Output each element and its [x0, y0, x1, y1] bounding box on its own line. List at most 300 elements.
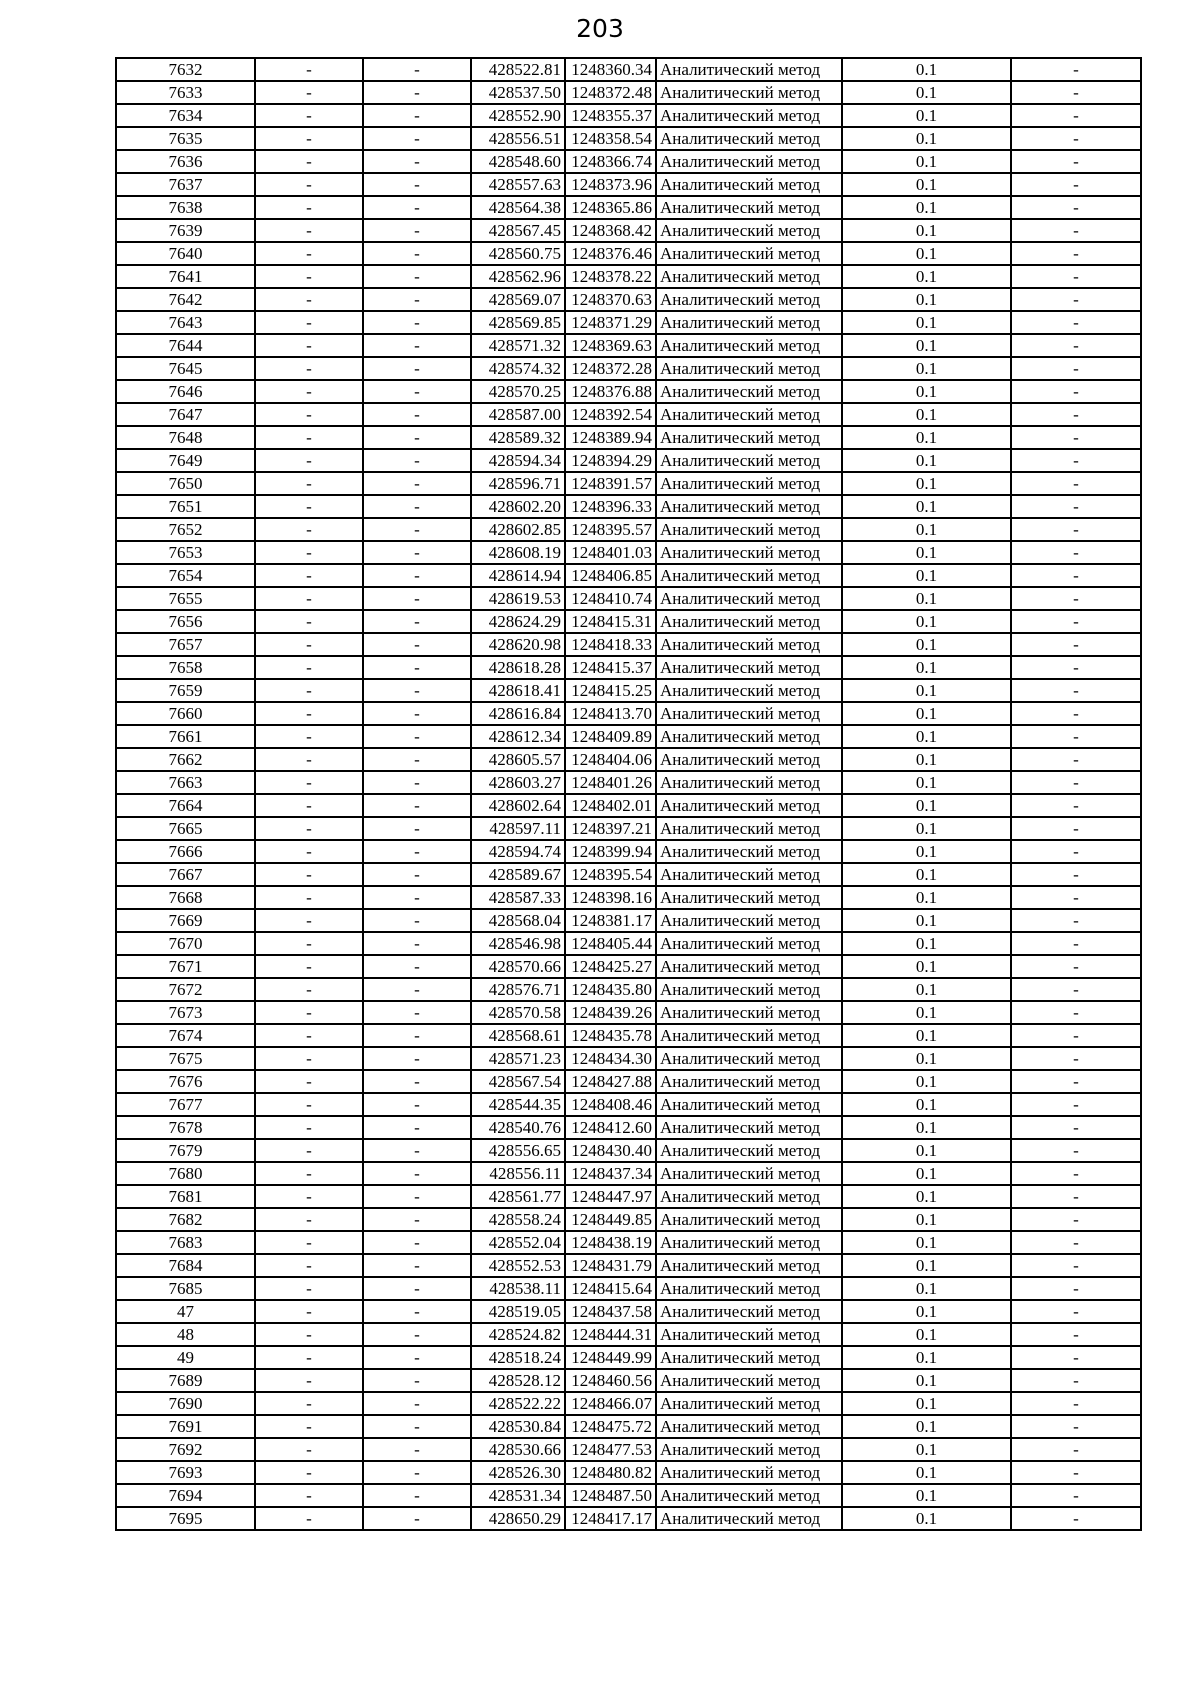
point-number-cell: 7659	[116, 679, 255, 702]
x-coordinate-cell: 428597.11	[471, 817, 565, 840]
method-cell: Аналитический метод	[656, 426, 842, 449]
empty-cell: -	[255, 840, 363, 863]
accuracy-cell: 0.1	[842, 1415, 1011, 1438]
y-coordinate-cell: 1248437.58	[565, 1300, 656, 1323]
empty-cell: -	[1011, 449, 1141, 472]
method-cell: Аналитический метод	[656, 1116, 842, 1139]
accuracy-cell: 0.1	[842, 1323, 1011, 1346]
point-number-cell: 7649	[116, 449, 255, 472]
table-row	[116, 380, 1141, 403]
empty-cell: -	[255, 932, 363, 955]
accuracy-cell: 0.1	[842, 1047, 1011, 1070]
table-row	[116, 587, 1141, 610]
point-number-cell: 7694	[116, 1484, 255, 1507]
accuracy-cell: 0.1	[842, 242, 1011, 265]
y-coordinate-cell: 1248405.44	[565, 932, 656, 955]
method-cell: Аналитический метод	[656, 58, 842, 81]
y-coordinate-cell: 1248401.03	[565, 541, 656, 564]
y-coordinate-cell: 1248396.33	[565, 495, 656, 518]
table-row	[116, 1323, 1141, 1346]
table-row	[116, 1346, 1141, 1369]
method-cell: Аналитический метод	[656, 702, 842, 725]
empty-cell: -	[363, 242, 471, 265]
empty-cell: -	[255, 633, 363, 656]
method-cell: Аналитический метод	[656, 633, 842, 656]
table-row	[116, 1438, 1141, 1461]
accuracy-cell: 0.1	[842, 219, 1011, 242]
empty-cell: -	[363, 748, 471, 771]
y-coordinate-cell: 1248355.37	[565, 104, 656, 127]
empty-cell: -	[255, 817, 363, 840]
accuracy-cell: 0.1	[842, 1484, 1011, 1507]
method-cell: Аналитический метод	[656, 1369, 842, 1392]
empty-cell: -	[363, 426, 471, 449]
method-cell: Аналитический метод	[656, 1507, 842, 1530]
empty-cell: -	[255, 1507, 363, 1530]
point-number-cell: 7647	[116, 403, 255, 426]
y-coordinate-cell: 1248399.94	[565, 840, 656, 863]
empty-cell: -	[363, 1116, 471, 1139]
empty-cell: -	[1011, 242, 1141, 265]
point-number-cell: 7681	[116, 1185, 255, 1208]
point-number-cell: 7634	[116, 104, 255, 127]
point-number-cell: 7661	[116, 725, 255, 748]
x-coordinate-cell: 428587.33	[471, 886, 565, 909]
table-row	[116, 541, 1141, 564]
empty-cell: -	[255, 1116, 363, 1139]
empty-cell: -	[363, 955, 471, 978]
empty-cell: -	[255, 81, 363, 104]
x-coordinate-cell: 428569.07	[471, 288, 565, 311]
table-row	[116, 863, 1141, 886]
empty-cell: -	[255, 403, 363, 426]
x-coordinate-cell: 428562.96	[471, 265, 565, 288]
point-number-cell: 7632	[116, 58, 255, 81]
empty-cell: -	[255, 1208, 363, 1231]
table-row	[116, 886, 1141, 909]
empty-cell: -	[255, 1277, 363, 1300]
y-coordinate-cell: 1248417.17	[565, 1507, 656, 1530]
method-cell: Аналитический метод	[656, 656, 842, 679]
x-coordinate-cell: 428620.98	[471, 633, 565, 656]
point-number-cell: 7679	[116, 1139, 255, 1162]
empty-cell: -	[255, 1300, 363, 1323]
point-number-cell: 7638	[116, 196, 255, 219]
point-number-cell: 7677	[116, 1093, 255, 1116]
empty-cell: -	[255, 1162, 363, 1185]
empty-cell: -	[363, 1438, 471, 1461]
table-row	[116, 1070, 1141, 1093]
accuracy-cell: 0.1	[842, 840, 1011, 863]
page-number: 203	[576, 14, 624, 43]
table-row	[116, 748, 1141, 771]
x-coordinate-cell: 428608.19	[471, 541, 565, 564]
empty-cell: -	[255, 978, 363, 1001]
empty-cell: -	[363, 978, 471, 1001]
point-number-cell: 7669	[116, 909, 255, 932]
point-number-cell: 7655	[116, 587, 255, 610]
table-row	[116, 1047, 1141, 1070]
point-number-cell: 7674	[116, 1024, 255, 1047]
empty-cell: -	[255, 127, 363, 150]
table-row	[116, 1185, 1141, 1208]
method-cell: Аналитический метод	[656, 1047, 842, 1070]
empty-cell: -	[255, 1024, 363, 1047]
empty-cell: -	[255, 1070, 363, 1093]
empty-cell: -	[363, 495, 471, 518]
empty-cell: -	[255, 1047, 363, 1070]
empty-cell: -	[255, 1415, 363, 1438]
point-number-cell: 7660	[116, 702, 255, 725]
empty-cell: -	[1011, 288, 1141, 311]
table-row	[116, 1369, 1141, 1392]
y-coordinate-cell: 1248371.29	[565, 311, 656, 334]
empty-cell: -	[1011, 725, 1141, 748]
empty-cell: -	[363, 311, 471, 334]
empty-cell: -	[1011, 1024, 1141, 1047]
empty-cell: -	[1011, 1185, 1141, 1208]
empty-cell: -	[1011, 702, 1141, 725]
table-row	[116, 472, 1141, 495]
accuracy-cell: 0.1	[842, 1208, 1011, 1231]
empty-cell: -	[363, 725, 471, 748]
empty-cell: -	[1011, 794, 1141, 817]
method-cell: Аналитический метод	[656, 1392, 842, 1415]
x-coordinate-cell: 428531.34	[471, 1484, 565, 1507]
empty-cell: -	[255, 1438, 363, 1461]
point-number-cell: 7662	[116, 748, 255, 771]
point-number-cell: 7692	[116, 1438, 255, 1461]
empty-cell: -	[1011, 219, 1141, 242]
accuracy-cell: 0.1	[842, 1461, 1011, 1484]
accuracy-cell: 0.1	[842, 58, 1011, 81]
x-coordinate-cell: 428526.30	[471, 1461, 565, 1484]
point-number-cell: 7648	[116, 426, 255, 449]
accuracy-cell: 0.1	[842, 1001, 1011, 1024]
table-row	[116, 288, 1141, 311]
point-number-cell: 7644	[116, 334, 255, 357]
x-coordinate-cell: 428522.22	[471, 1392, 565, 1415]
y-coordinate-cell: 1248439.26	[565, 1001, 656, 1024]
x-coordinate-cell: 428589.32	[471, 426, 565, 449]
accuracy-cell: 0.1	[842, 794, 1011, 817]
point-number-cell: 7645	[116, 357, 255, 380]
empty-cell: -	[1011, 1346, 1141, 1369]
accuracy-cell: 0.1	[842, 725, 1011, 748]
empty-cell: -	[255, 1231, 363, 1254]
y-coordinate-cell: 1248395.54	[565, 863, 656, 886]
method-cell: Аналитический метод	[656, 242, 842, 265]
accuracy-cell: 0.1	[842, 1231, 1011, 1254]
accuracy-cell: 0.1	[842, 679, 1011, 702]
x-coordinate-cell: 428540.76	[471, 1116, 565, 1139]
accuracy-cell: 0.1	[842, 748, 1011, 771]
x-coordinate-cell: 428561.77	[471, 1185, 565, 1208]
accuracy-cell: 0.1	[842, 426, 1011, 449]
point-number-cell: 7675	[116, 1047, 255, 1070]
method-cell: Аналитический метод	[656, 794, 842, 817]
y-coordinate-cell: 1248381.17	[565, 909, 656, 932]
method-cell: Аналитический метод	[656, 1415, 842, 1438]
y-coordinate-cell: 1248366.74	[565, 150, 656, 173]
empty-cell: -	[363, 564, 471, 587]
x-coordinate-cell: 428524.82	[471, 1323, 565, 1346]
empty-cell: -	[363, 1323, 471, 1346]
table-row	[116, 104, 1141, 127]
empty-cell: -	[363, 357, 471, 380]
empty-cell: -	[1011, 1231, 1141, 1254]
method-cell: Аналитический метод	[656, 196, 842, 219]
table-row	[116, 1231, 1141, 1254]
empty-cell: -	[255, 886, 363, 909]
method-cell: Аналитический метод	[656, 863, 842, 886]
empty-cell: -	[255, 909, 363, 932]
empty-cell: -	[1011, 1323, 1141, 1346]
accuracy-cell: 0.1	[842, 1392, 1011, 1415]
point-number-cell: 7665	[116, 817, 255, 840]
x-coordinate-cell: 428556.51	[471, 127, 565, 150]
y-coordinate-cell: 1248444.31	[565, 1323, 656, 1346]
table-row	[116, 679, 1141, 702]
table-row	[116, 81, 1141, 104]
accuracy-cell: 0.1	[842, 610, 1011, 633]
accuracy-cell: 0.1	[842, 104, 1011, 127]
method-cell: Аналитический метод	[656, 1185, 842, 1208]
accuracy-cell: 0.1	[842, 587, 1011, 610]
method-cell: Аналитический метод	[656, 1461, 842, 1484]
x-coordinate-cell: 428518.24	[471, 1346, 565, 1369]
point-number-cell: 7640	[116, 242, 255, 265]
empty-cell: -	[1011, 679, 1141, 702]
y-coordinate-cell: 1248395.57	[565, 518, 656, 541]
x-coordinate-cell: 428616.84	[471, 702, 565, 725]
y-coordinate-cell: 1248435.80	[565, 978, 656, 1001]
table-row	[116, 426, 1141, 449]
empty-cell: -	[363, 265, 471, 288]
method-cell: Аналитический метод	[656, 610, 842, 633]
method-cell: Аналитический метод	[656, 1070, 842, 1093]
table-row	[116, 840, 1141, 863]
method-cell: Аналитический метод	[656, 1162, 842, 1185]
empty-cell: -	[255, 58, 363, 81]
empty-cell: -	[1011, 357, 1141, 380]
empty-cell: -	[363, 541, 471, 564]
table-row	[116, 1116, 1141, 1139]
empty-cell: -	[1011, 127, 1141, 150]
method-cell: Аналитический метод	[656, 840, 842, 863]
table-row	[116, 219, 1141, 242]
empty-cell: -	[255, 449, 363, 472]
method-cell: Аналитический метод	[656, 403, 842, 426]
point-number-cell: 7642	[116, 288, 255, 311]
empty-cell: -	[1011, 403, 1141, 426]
y-coordinate-cell: 1248449.85	[565, 1208, 656, 1231]
empty-cell: -	[363, 127, 471, 150]
empty-cell: -	[255, 242, 363, 265]
method-cell: Аналитический метод	[656, 380, 842, 403]
accuracy-cell: 0.1	[842, 288, 1011, 311]
x-coordinate-cell: 428522.81	[471, 58, 565, 81]
empty-cell: -	[363, 863, 471, 886]
empty-cell: -	[255, 679, 363, 702]
x-coordinate-cell: 428538.11	[471, 1277, 565, 1300]
point-number-cell: 7673	[116, 1001, 255, 1024]
accuracy-cell: 0.1	[842, 150, 1011, 173]
point-number-cell: 7680	[116, 1162, 255, 1185]
x-coordinate-cell: 428587.00	[471, 403, 565, 426]
empty-cell: -	[363, 1300, 471, 1323]
empty-cell: -	[255, 104, 363, 127]
accuracy-cell: 0.1	[842, 978, 1011, 1001]
table-row	[116, 633, 1141, 656]
table-row	[116, 909, 1141, 932]
empty-cell: -	[255, 702, 363, 725]
table-row	[116, 1507, 1141, 1530]
method-cell: Аналитический метод	[656, 1484, 842, 1507]
empty-cell: -	[255, 1254, 363, 1277]
empty-cell: -	[363, 81, 471, 104]
x-coordinate-cell: 428602.20	[471, 495, 565, 518]
table-row	[116, 978, 1141, 1001]
x-coordinate-cell: 428594.34	[471, 449, 565, 472]
y-coordinate-cell: 1248415.25	[565, 679, 656, 702]
empty-cell: -	[363, 1392, 471, 1415]
empty-cell: -	[1011, 1300, 1141, 1323]
y-coordinate-cell: 1248358.54	[565, 127, 656, 150]
empty-cell: -	[1011, 1369, 1141, 1392]
x-coordinate-cell: 428567.45	[471, 219, 565, 242]
x-coordinate-cell: 428519.05	[471, 1300, 565, 1323]
y-coordinate-cell: 1248392.54	[565, 403, 656, 426]
y-coordinate-cell: 1248447.97	[565, 1185, 656, 1208]
empty-cell: -	[1011, 1277, 1141, 1300]
empty-cell: -	[363, 150, 471, 173]
table-row	[116, 932, 1141, 955]
empty-cell: -	[255, 794, 363, 817]
method-cell: Аналитический метод	[656, 541, 842, 564]
accuracy-cell: 0.1	[842, 702, 1011, 725]
point-number-cell: 48	[116, 1323, 255, 1346]
table-row	[116, 725, 1141, 748]
y-coordinate-cell: 1248415.37	[565, 656, 656, 679]
point-number-cell: 7690	[116, 1392, 255, 1415]
y-coordinate-cell: 1248391.57	[565, 472, 656, 495]
accuracy-cell: 0.1	[842, 449, 1011, 472]
x-coordinate-cell: 428624.29	[471, 610, 565, 633]
method-cell: Аналитический метод	[656, 495, 842, 518]
empty-cell: -	[363, 656, 471, 679]
y-coordinate-cell: 1248466.07	[565, 1392, 656, 1415]
empty-cell: -	[363, 587, 471, 610]
table-row	[116, 58, 1141, 81]
x-coordinate-cell: 428544.35	[471, 1093, 565, 1116]
accuracy-cell: 0.1	[842, 173, 1011, 196]
table-row	[116, 771, 1141, 794]
point-number-cell: 7695	[116, 1507, 255, 1530]
x-coordinate-cell: 428614.94	[471, 564, 565, 587]
accuracy-cell: 0.1	[842, 1162, 1011, 1185]
empty-cell: -	[363, 817, 471, 840]
empty-cell: -	[1011, 104, 1141, 127]
x-coordinate-cell: 428564.38	[471, 196, 565, 219]
method-cell: Аналитический метод	[656, 725, 842, 748]
x-coordinate-cell: 428560.75	[471, 242, 565, 265]
empty-cell: -	[363, 794, 471, 817]
method-cell: Аналитический метод	[656, 1438, 842, 1461]
empty-cell: -	[363, 1254, 471, 1277]
method-cell: Аналитический метод	[656, 173, 842, 196]
table-row	[116, 817, 1141, 840]
x-coordinate-cell: 428552.53	[471, 1254, 565, 1277]
empty-cell: -	[363, 1139, 471, 1162]
y-coordinate-cell: 1248398.16	[565, 886, 656, 909]
x-coordinate-cell: 428650.29	[471, 1507, 565, 1530]
accuracy-cell: 0.1	[842, 1139, 1011, 1162]
empty-cell: -	[363, 472, 471, 495]
empty-cell: -	[1011, 633, 1141, 656]
empty-cell: -	[255, 610, 363, 633]
point-number-cell: 7657	[116, 633, 255, 656]
x-coordinate-cell: 428596.71	[471, 472, 565, 495]
x-coordinate-cell: 428605.57	[471, 748, 565, 771]
empty-cell: -	[1011, 771, 1141, 794]
accuracy-cell: 0.1	[842, 909, 1011, 932]
method-cell: Аналитический метод	[656, 978, 842, 1001]
method-cell: Аналитический метод	[656, 1323, 842, 1346]
x-coordinate-cell: 428618.28	[471, 656, 565, 679]
empty-cell: -	[1011, 886, 1141, 909]
y-coordinate-cell: 1248397.21	[565, 817, 656, 840]
x-coordinate-cell: 428530.84	[471, 1415, 565, 1438]
point-number-cell: 47	[116, 1300, 255, 1323]
x-coordinate-cell: 428602.85	[471, 518, 565, 541]
x-coordinate-cell: 428558.24	[471, 1208, 565, 1231]
y-coordinate-cell: 1248410.74	[565, 587, 656, 610]
x-coordinate-cell: 428568.04	[471, 909, 565, 932]
method-cell: Аналитический метод	[656, 1254, 842, 1277]
accuracy-cell: 0.1	[842, 334, 1011, 357]
empty-cell: -	[363, 1047, 471, 1070]
point-number-cell: 7670	[116, 932, 255, 955]
empty-cell: -	[255, 518, 363, 541]
empty-cell: -	[363, 679, 471, 702]
point-number-cell: 7641	[116, 265, 255, 288]
point-number-cell: 7654	[116, 564, 255, 587]
empty-cell: -	[363, 1507, 471, 1530]
empty-cell: -	[1011, 265, 1141, 288]
empty-cell: -	[363, 840, 471, 863]
table-row	[116, 173, 1141, 196]
empty-cell: -	[255, 1369, 363, 1392]
x-coordinate-cell: 428530.66	[471, 1438, 565, 1461]
y-coordinate-cell: 1248408.46	[565, 1093, 656, 1116]
point-number-cell: 7685	[116, 1277, 255, 1300]
accuracy-cell: 0.1	[842, 127, 1011, 150]
empty-cell: -	[363, 196, 471, 219]
table-row	[116, 265, 1141, 288]
empty-cell: -	[255, 1484, 363, 1507]
accuracy-cell: 0.1	[842, 955, 1011, 978]
accuracy-cell: 0.1	[842, 656, 1011, 679]
empty-cell: -	[1011, 1116, 1141, 1139]
empty-cell: -	[255, 311, 363, 334]
x-coordinate-cell: 428548.60	[471, 150, 565, 173]
table-row	[116, 495, 1141, 518]
y-coordinate-cell: 1248360.34	[565, 58, 656, 81]
empty-cell: -	[363, 288, 471, 311]
y-coordinate-cell: 1248480.82	[565, 1461, 656, 1484]
method-cell: Аналитический метод	[656, 472, 842, 495]
